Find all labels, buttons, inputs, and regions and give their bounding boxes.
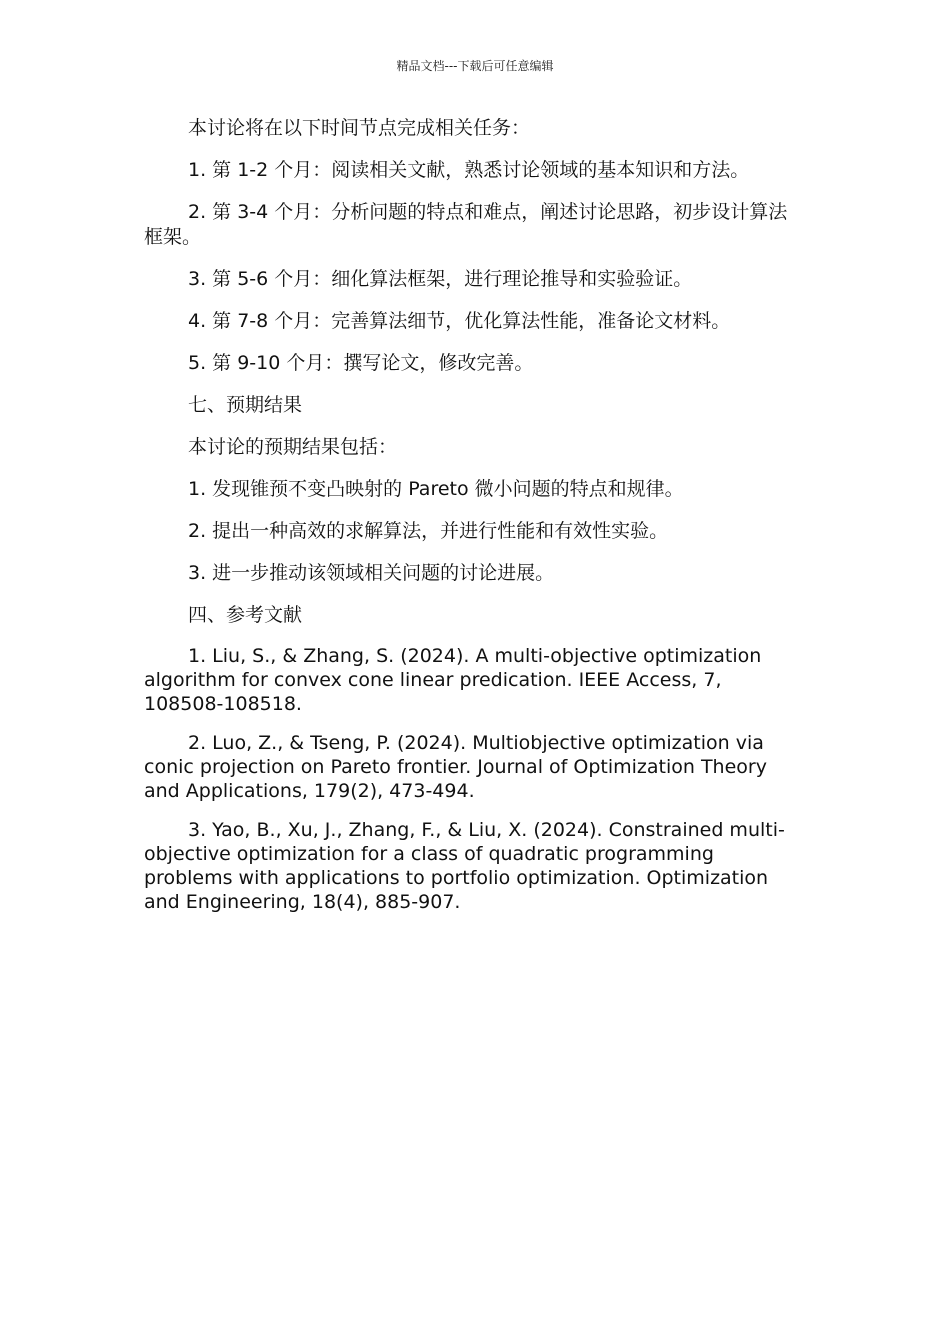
result-item: 3. 进一步推动该领域相关问题的讨论进展。 bbox=[188, 562, 555, 584]
reference-item: 3. Yao, B., Xu, J., Zhang, F., & Liu, X. (2024). Constrained multi-objective optimization for a class of quadratic programming problems with applications to portfolio optimization. Optimization and Engineering, 18(4), 885-907. bbox=[144, 819, 785, 913]
paragraph-results-intro: 本讨论的预期结果包括： bbox=[188, 436, 398, 458]
result-item: 2. 提出一种高效的求解算法，并进行性能和有效性实验。 bbox=[188, 520, 669, 542]
schedule-item: 3. 第 5-6 个月：细化算法框架，进行理论推导和实验验证。 bbox=[188, 268, 693, 290]
schedule-item: 2. 第 3-4 个月：分析问题的特点和难点，阐述讨论思路，初步设计算法框架。 bbox=[144, 201, 788, 248]
schedule-item: 4. 第 7-8 个月：完善算法细节，优化算法性能，准备论文材料。 bbox=[188, 310, 731, 332]
reference-item: 2. Luo, Z., & Tseng, P. (2024). Multiobjective optimization via conic projection on Pareto frontier. Journal of Optimization Theory and Applications, 179(2), 473-494. bbox=[144, 732, 767, 802]
section-heading: 四、参考文献 bbox=[188, 604, 303, 626]
schedule-item: 1. 第 1-2 个月：阅读相关文献，熟悉讨论领域的基本知识和方法。 bbox=[188, 159, 750, 181]
paragraph-intro: 本讨论将在以下时间节点完成相关任务： bbox=[188, 117, 531, 139]
page-header: 精品文档---下载后可任意编辑 bbox=[396, 59, 554, 73]
schedule-item: 5. 第 9-10 个月：撰写论文，修改完善。 bbox=[188, 352, 534, 374]
result-item: 1. 发现锥预不变凸映射的 Pareto 微小问题的特点和规律。 bbox=[188, 478, 684, 500]
section-heading: 七、预期结果 bbox=[188, 394, 303, 416]
reference-item: 1. Liu, S., & Zhang, S. (2024). A multi-objective optimization algorithm for convex cone linear predication. IEEE Access, 7, 108508-108518. bbox=[144, 645, 762, 715]
document-body bbox=[144, 116, 804, 914]
